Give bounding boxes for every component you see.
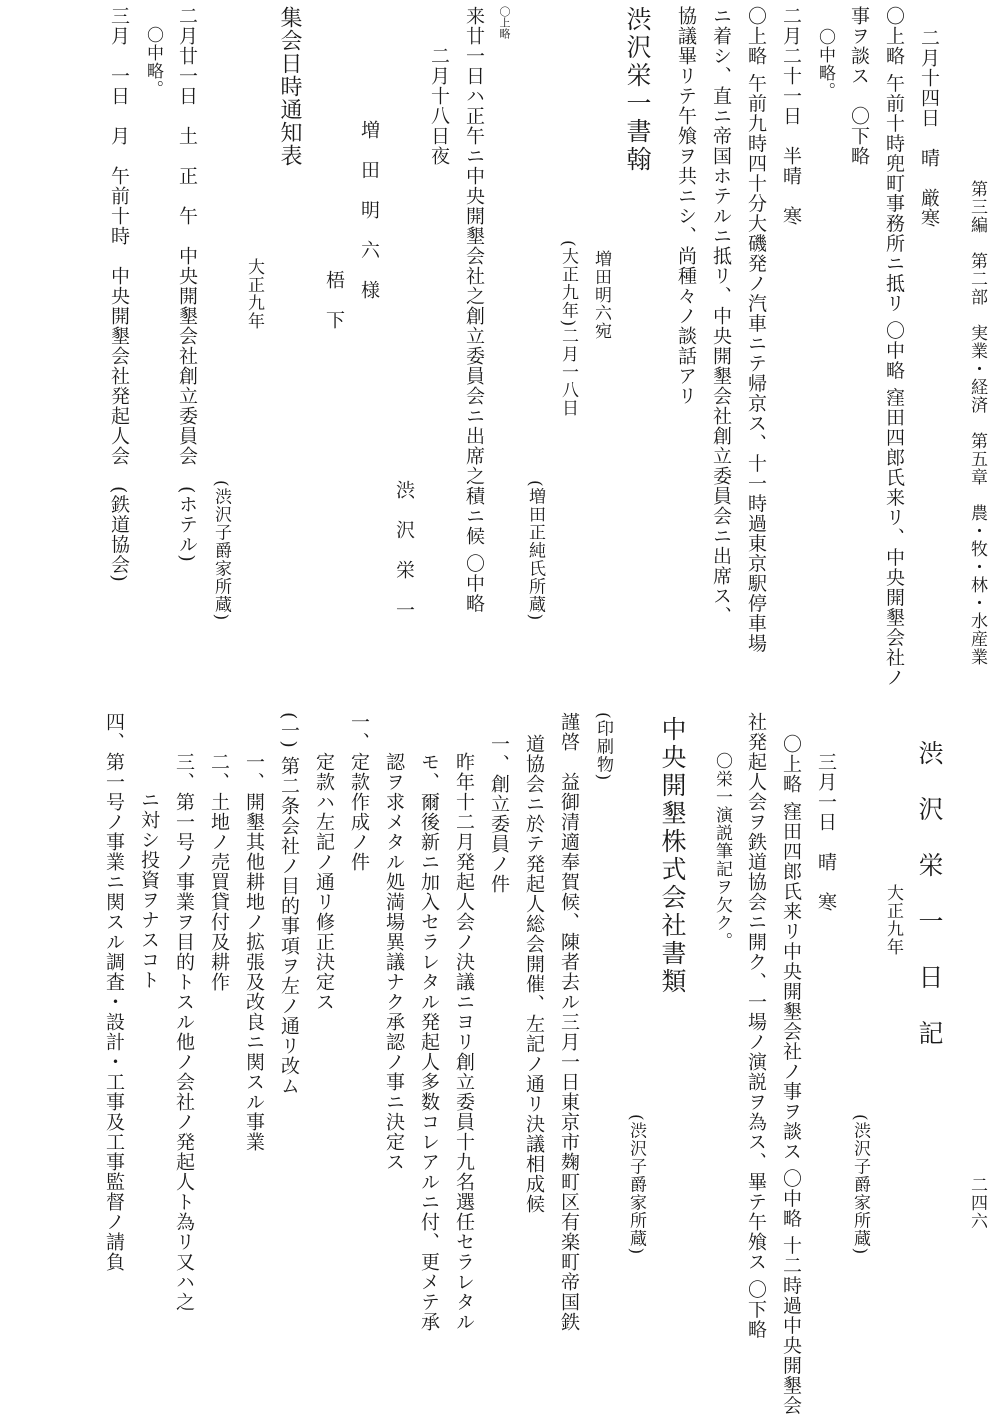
- diary-entry-line: 協議畢リテ午飧ヲ共ニシ、尚種々ノ談話アリ: [675, 6, 697, 406]
- docs-line: 一、定款作成ノ件: [348, 712, 370, 872]
- diary-entry-line: 〇上略 窪田四郎氏来リ中央開墾会社ノ事ヲ談ス 〇中略 十二時過中央開墾会: [780, 734, 802, 1415]
- docs-line: 認ヲ求メタル処満場異議ナク承認ノ事ニ決定ス: [383, 752, 405, 1172]
- docs-line: 昨年十二月発起人会ノ決議ニヨリ創立委員十九名選任セラレタル: [453, 752, 475, 1332]
- docs-title: 中央開墾株式会社書類: [658, 716, 687, 996]
- docs-line: ニ対シ投資ヲナスコト: [138, 790, 160, 990]
- diary-entry-line: ニ着シ、直ニ帝国ホテルニ抵リ、中央開墾会社創立委員会ニ出席ス、: [710, 6, 732, 626]
- docs-line: 定款ハ左記ノ通リ修正決定ス: [313, 752, 335, 1012]
- bottom-half: [0, 706, 1003, 1415]
- notice-title: 集会日時通知表: [277, 6, 302, 167]
- letter-recipient: 増 田 明 六 様: [358, 120, 380, 300]
- top-half: [0, 0, 1003, 706]
- docs-line: 謹啓 益御清適奉賀候、陳者去ル三月一日東京市麹町区有楽町帝国鉄: [558, 712, 580, 1332]
- diary-entry-line: 事ヲ談ス 〇下略: [848, 6, 870, 166]
- diary-date: 三月一日 晴 寒: [815, 752, 837, 912]
- docs-line: 三、第一号ノ事業ヲ目的トスル他ノ会社ノ発起人ト為リ又ハ之: [173, 752, 195, 1312]
- docs-line: (一) 第二条会社ノ目的事項ヲ左ノ通リ改ム: [278, 712, 300, 1096]
- diary-era: 大正九年: [883, 884, 903, 956]
- diary-source: (渋沢子爵家所蔵): [850, 1114, 870, 1256]
- letter-dateline: 二月十八日夜: [428, 46, 450, 166]
- docs-line: 一、創立委員ノ件: [488, 734, 510, 894]
- diary-note: 〇栄一演説筆記ヲ欠ク。: [712, 752, 732, 950]
- meeting-row: 二月廿一日 土 正 午 中央開墾会社創立委員会 (ホテル): [176, 6, 198, 563]
- letter-body: 来廿一日ハ正午ニ中央開墾会社之創立委員会ニ出席之積ニ候 〇中略: [463, 6, 485, 614]
- printed-matter-label: (印刷物): [593, 712, 613, 782]
- diary-entry-line: 〇上略 午前十時兜町事務所ニ抵リ 〇中略 窪田四郎氏来リ、中央開墾会社ノ: [883, 6, 905, 688]
- docs-source: (渋沢子爵家所蔵): [626, 1114, 646, 1256]
- docs-line: 道協会ニ於テ発起人総会開催、左記ノ通リ決議相成候: [523, 734, 545, 1214]
- meeting-row: 三月 一日 月 午前十時 中央開墾会社発起人会 (鉄道協会): [108, 6, 130, 583]
- diary-entry-line: 二月十四日 晴 厳寒: [918, 28, 940, 228]
- letter-date: (大正九年)二月一八日: [558, 240, 578, 418]
- notice-era: 大正九年: [244, 258, 264, 330]
- page-number: 二四六: [967, 1176, 987, 1230]
- letter-title: 渋沢栄一書翰: [623, 6, 652, 174]
- letter-source: (増田正純氏所蔵): [525, 480, 545, 622]
- diary-entry-line: 社発起人会ヲ鉄道協会ニ開ク、一場ノ演説ヲ為ス、畢テ午飧ス 〇下略: [745, 712, 767, 1340]
- docs-line: 一、開墾其他耕地ノ拡張及改良ニ関スル事業: [243, 752, 265, 1152]
- docs-line: モ、爾後新ニ加入セラレタル発起人多数コレアルニ付、更メテ承: [418, 752, 440, 1332]
- letter-omission: 〇上略: [498, 6, 511, 39]
- docs-line: 二、土地ノ売買貸付及耕作: [208, 752, 230, 992]
- diary-title: 渋 沢 栄 一 日 記: [915, 740, 944, 1048]
- notice-source: (渋沢子爵家所蔵): [211, 480, 231, 622]
- diary-entry-line: 〇上略 午前九時四十分大磯発ノ汽車ニテ帰京ス、十一時過東京駅停車場: [745, 6, 767, 654]
- omission-note: 〇中略。: [143, 26, 163, 98]
- docs-line: 四、第一号ノ事業ニ関スル調査・設計・工事及工事監督ノ請負: [103, 712, 125, 1272]
- omission-note: 〇中略。: [815, 28, 835, 100]
- running-header: 第三編 第二部 実業・経済 第五章 農・牧・林・水産業: [967, 180, 987, 666]
- letter-sender: 渋 沢 栄 一: [393, 480, 415, 620]
- letter-honorific: 梧 下: [323, 270, 345, 330]
- diary-entry-line: 二月二十一日 半晴 寒: [780, 6, 802, 226]
- letter-addressee: 増田明六宛: [591, 250, 611, 340]
